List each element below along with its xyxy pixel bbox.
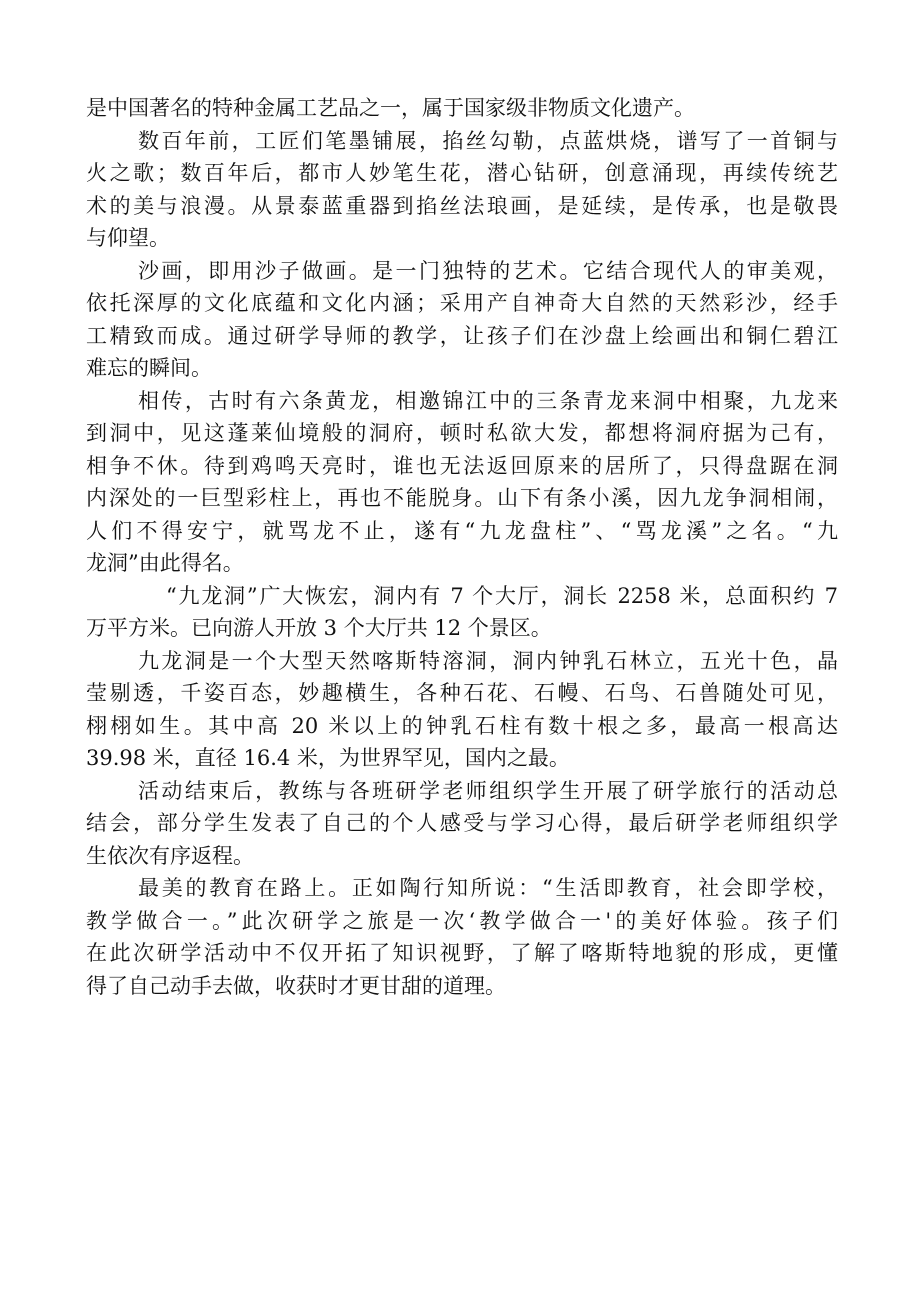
text-line: 39.98 米，直径 16.4 米，为世界罕见，国内之最。 [86,746,570,770]
text-line: 人们不得安宁，就骂龙不止，遂有“九龙盘柱”、“骂龙溪”之名。“九 [86,518,838,543]
text-line: “九龙洞”广大恢宏，洞内有 7 个大厅，洞长 2258 米，总面积约 7 [166,583,838,608]
text-line: 是中国著名的特种金属工艺品之一，属于国家级非物质文化遗产。 [86,96,695,120]
text-line: 数百年前，工匠们笔墨铺展，掐丝勾勒，点蓝烘烧，谱写了一首铜与 [138,128,838,153]
text-line: 依托深厚的文化底蕴和文化内涵；采用产自神奇大自然的天然彩沙，经手 [86,291,838,315]
text-line: 沙画，即用沙子做画。是一门独特的艺术。它结合现代人的审美观， [138,258,838,283]
paragraph-3 [86,255,838,385]
paragraph-6 [86,645,838,775]
paragraph-1 [86,92,838,125]
paragraph-2 [86,125,838,255]
text-line: 内深处的一巨型彩柱上，再也不能脱身。山下有条小溪，因九龙争洞相闹， [86,486,838,510]
text-line: 最美的教育在路上。正如陶行知所说：“生活即教育，社会即学校， [138,876,838,900]
text-line: 教学做合一。”此次研学之旅是一次‘教学做合一'的美好体验。孩子们 [86,908,838,933]
text-line: 龙洞”由此得名。 [86,551,244,575]
text-line: 万平方米。已向游人开放 3 个大厅共 12 个景区。 [86,616,552,640]
text-line: 与仰望。 [86,226,170,250]
paragraph-7 [86,775,838,873]
text-line: 结会，部分学生发表了自己的个人感受与学习心得，最后研学老师组织学 [86,811,838,835]
text-line: 生依次有序返程。 [86,843,254,868]
text-line: 莹剔透，千姿百态，妙趣横生，各种石花、石幔、石鸟、石兽随处可见， [86,681,838,705]
text-line: 工精致而成。通过研学导师的教学，让孩子们在沙盘上绘画出和铜仁碧江 [86,323,838,348]
paragraph-4 [86,385,838,580]
text-line: 九龙洞是一个大型天然喀斯特溶洞，洞内钟乳石林立，五光十色，晶 [138,648,838,673]
paragraph-5 [86,580,838,645]
text-line: 活动结束后，教练与各班研学老师组织学生开展了研学旅行的活动总 [138,778,838,803]
text-line: 到洞中，见这蓬莱仙境般的洞府，顿时私欲大发，都想将洞府据为己有， [86,421,838,445]
text-line: 在此次研学活动中不仅开拓了知识视野，了解了喀斯特地貌的形成，更懂 [86,941,838,965]
document-body [86,92,838,1002]
paragraph-8 [86,872,838,1002]
text-line: 相传，古时有六条黄龙，相邀锦江中的三条青龙来洞中相聚，九龙来 [138,388,838,413]
text-line: 栩栩如生。其中高 20 米以上的钟乳石柱有数十根之多，最高一根高达 [86,713,838,738]
text-line: 得了自己动手去做，收获时才更甘甜的道理。 [86,973,506,998]
text-line: 难忘的瞬间。 [86,356,212,380]
text-line: 术的美与浪漫。从景泰蓝重器到掐丝法琅画，是延续，是传承，也是敬畏 [86,193,838,218]
text-line: 相争不休。待到鸡鸣天亮时，谁也无法返回原来的居所了，只得盘踞在洞 [86,453,838,478]
text-line: 火之歌；数百年后，都市人妙笔生花，潜心钻研，创意涌现，再续传统艺 [86,161,838,185]
